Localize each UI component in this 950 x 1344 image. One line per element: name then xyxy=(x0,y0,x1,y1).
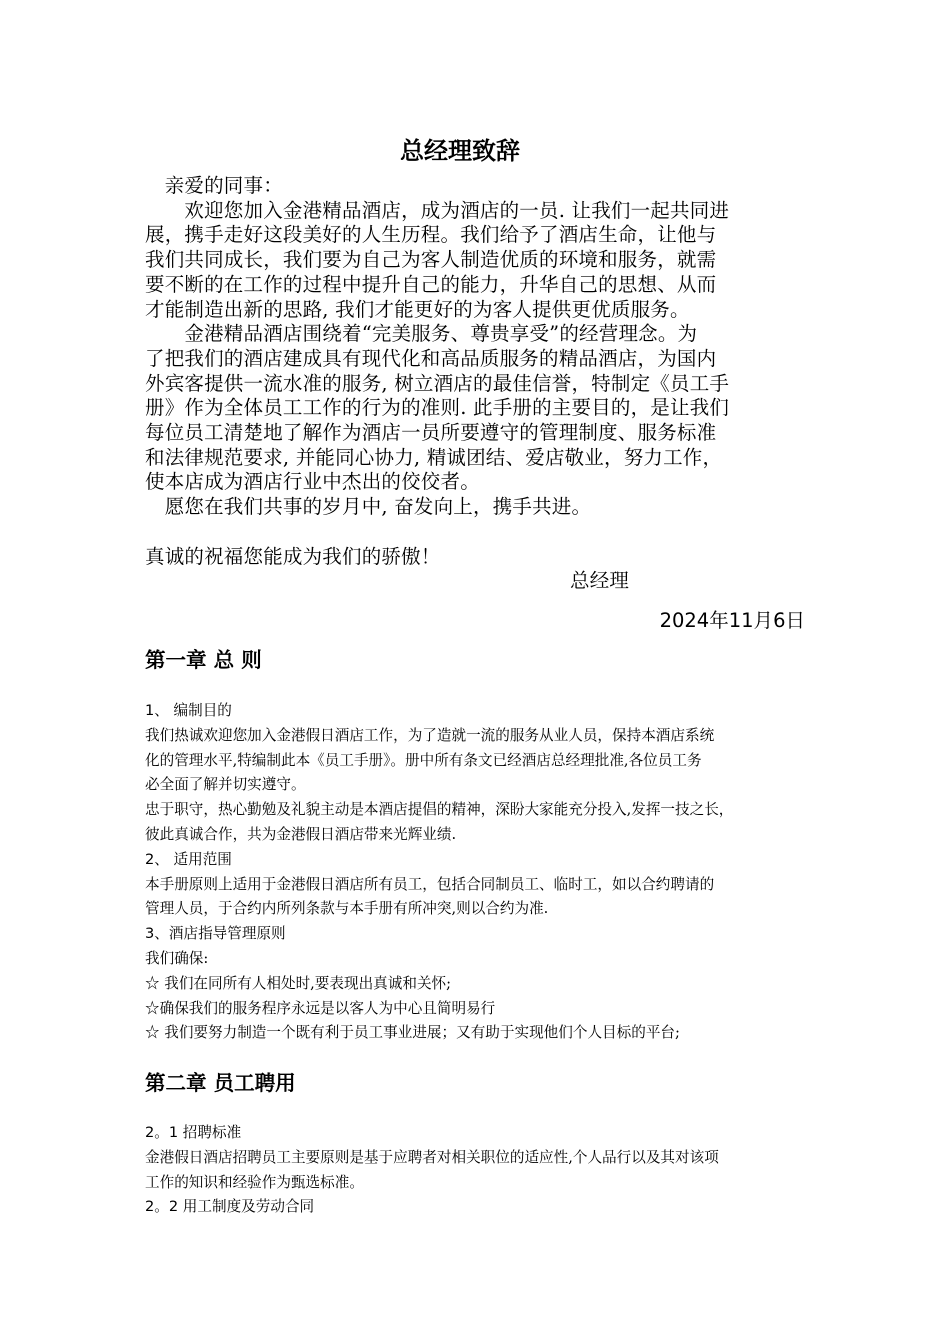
bullet-line: ☆确保我们的服务程序永远是以客人为中心且简明易行 xyxy=(145,999,496,1017)
body-line: 管理人员，于合约内所列条款与本手册有所冲突,则以合约为准. xyxy=(145,900,549,918)
date-day-unit: 日 xyxy=(785,609,805,632)
letter-line: 每位员工清楚地了解作为酒店一员所要遵守的管理制度、服务标准 xyxy=(145,421,717,445)
body-line: 工作的知识和经验作为甄选标准。 xyxy=(145,1173,364,1191)
body-line: 必全面了解并切实遵守。 xyxy=(145,776,306,794)
letter-line: 册》作为全体员工工作的行为的准则. 此手册的主要目的，是让我们 xyxy=(145,396,730,420)
body-line: 我们热诚欢迎您加入金港假日酒店工作，为了造就一流的服务从业人员，保持本酒店系统 xyxy=(145,726,715,744)
letter-line: 才能制造出新的思路, 我们才能更好的为客人提供更优质服务。 xyxy=(145,297,690,321)
section-heading: 1、 编制目的 xyxy=(145,702,232,719)
bullet-line: ☆ 我们要努力制造一个既有利于员工事业进展；又有助于实现他们个人目标的平台; xyxy=(145,1024,680,1042)
body-line: 忠于职守，热心勤勉及礼貌主动是本酒店提倡的精神，深盼大家能充分投入,发挥一技之长， xyxy=(145,801,734,819)
chapter-2-body xyxy=(145,1121,825,1220)
body-line: 本手册原则上适用于金港假日酒店所有员工，包括合同制员工、临时工，如以合约聘请的 xyxy=(145,875,715,893)
body-line: 彼此真诚合作，共为金港假日酒店带来光辉业绩. xyxy=(145,825,457,843)
section-heading: 3、酒店指导管理原则 xyxy=(145,925,286,943)
chapter-1-body xyxy=(145,699,825,1046)
date-month-unit: 月 xyxy=(753,609,774,632)
letter-line: 要不断的在工作的过程中提升自己的能力，升华自己的思想、从而 xyxy=(145,272,717,296)
section-heading: 2。1 招聘标准 xyxy=(145,1124,242,1141)
letter-line: 我们共同成长，我们要为自己为客人制造优质的环境和服务，就需 xyxy=(145,248,717,272)
date-year-unit: 年 xyxy=(709,609,729,632)
letter-line: 亲爱的同事： xyxy=(145,174,283,197)
section-heading: 2、 适用范围 xyxy=(145,850,232,868)
letter-line: 展，携手走好这段美好的人生历程。我们给予了酒店生命，让他与 xyxy=(145,223,717,247)
letter-line: 金港精品酒店围绕着“完美服务、尊贵享受”的经营理念。为 xyxy=(145,322,698,346)
letter-date xyxy=(660,607,805,635)
date-day: 6 xyxy=(773,609,786,632)
letter-signature: 总经理 xyxy=(570,569,630,593)
letter-line: 使本店成为酒店行业中杰出的佼佼者。 xyxy=(145,470,480,494)
section-heading: 2。2 用工制度及劳动合同 xyxy=(145,1198,315,1216)
welcome-letter xyxy=(145,174,815,594)
letter-closing: 真诚的祝福您能成为我们的骄傲！ xyxy=(145,544,441,568)
body-line: 我们确保: xyxy=(145,949,209,967)
letter-line: 外宾客提供一流水准的服务, 树立酒店的最佳信誉，特制定《员工手 xyxy=(145,371,730,395)
body-line: 化的管理水平,特编制此本《员工手册》。册中所有条文已经酒店总经理批准,各位员工务 xyxy=(145,751,702,769)
letter-line: 了把我们的酒店建成具有现代化和高品质服务的精品酒店，为国内 xyxy=(145,346,717,370)
letter-line: 欢迎您加入金港精品酒店，成为酒店的一员. 让我们一起共同进 xyxy=(145,198,730,222)
bullet-line: ☆ 我们在同所有人相处时,要表现出真诚和关怀; xyxy=(145,974,452,992)
body-line: 金港假日酒店招聘员工主要原则是基于应聘者对相关职位的适应性,个人品行以及其对该项 xyxy=(145,1148,719,1166)
chapter-2-heading: 第二章 员工聘用 xyxy=(145,1071,296,1095)
date-month: 11 xyxy=(728,609,754,632)
letter-line: 愿您在我们共事的岁月中, 奋发向上，携手共进。 xyxy=(145,495,592,519)
letter-title: 总经理致辞 xyxy=(400,137,520,165)
letter-line: 和法律规范要求, 并能同心协力, 精诚团结、爱店敬业，努力工作， xyxy=(145,445,723,469)
chapter-1-heading: 第一章 总 则 xyxy=(145,648,262,672)
date-year: 2024 xyxy=(659,609,710,632)
